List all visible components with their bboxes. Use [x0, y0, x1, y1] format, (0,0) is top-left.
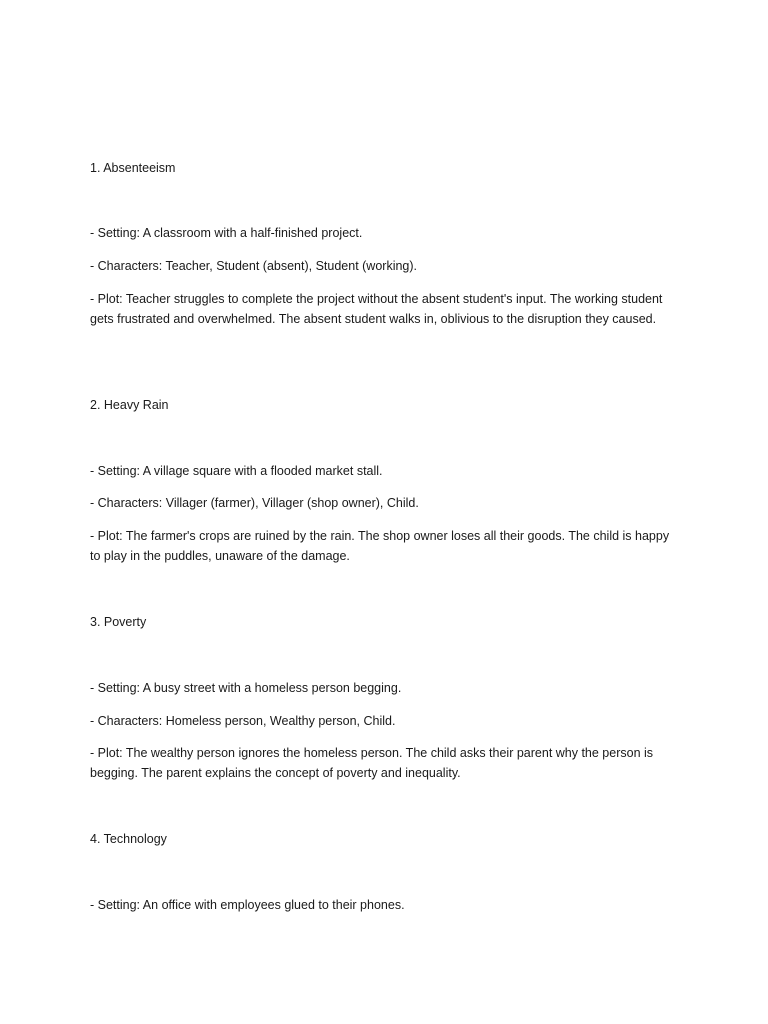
section-heading: 1. Absenteeism [90, 161, 176, 175]
setting-line: - Setting: A village square with a flooded market stall. [90, 464, 383, 478]
plot-paragraph: - Plot: The farmer's crops are ruined by the rain. The shop owner loses all their goods. The child is happy to play in the puddles, unaware of the damage. [90, 529, 670, 563]
characters-line: - Characters: Villager (farmer), Villager (shop owner), Child. [90, 496, 419, 510]
characters-line: - Characters: Teacher, Student (absent), Student (working). [90, 259, 418, 273]
section-heading: 2. Heavy Rain [90, 398, 169, 412]
setting-line: - Setting: A classroom with a half-finished project. [90, 226, 363, 240]
setting-line: - Setting: An office with employees glued to their phones. [90, 898, 405, 912]
section-heading: 4. Technology [90, 832, 167, 846]
plot-paragraph: - Plot: The wealthy person ignores the homeless person. The child asks their parent why the person is begging. The parent explains the concept of poverty and inequality. [90, 746, 654, 780]
characters-line: - Characters: Homeless person, Wealthy person, Child. [90, 714, 396, 728]
plot-paragraph: - Plot: Teacher struggles to complete the project without the absent student's input. The working student gets frustrated and overwhelmed. The absent student walks in, oblivious to the disruption they caused. [90, 292, 663, 326]
section-heading: 3. Poverty [90, 615, 147, 629]
setting-line: - Setting: A busy street with a homeless person begging. [90, 681, 402, 695]
